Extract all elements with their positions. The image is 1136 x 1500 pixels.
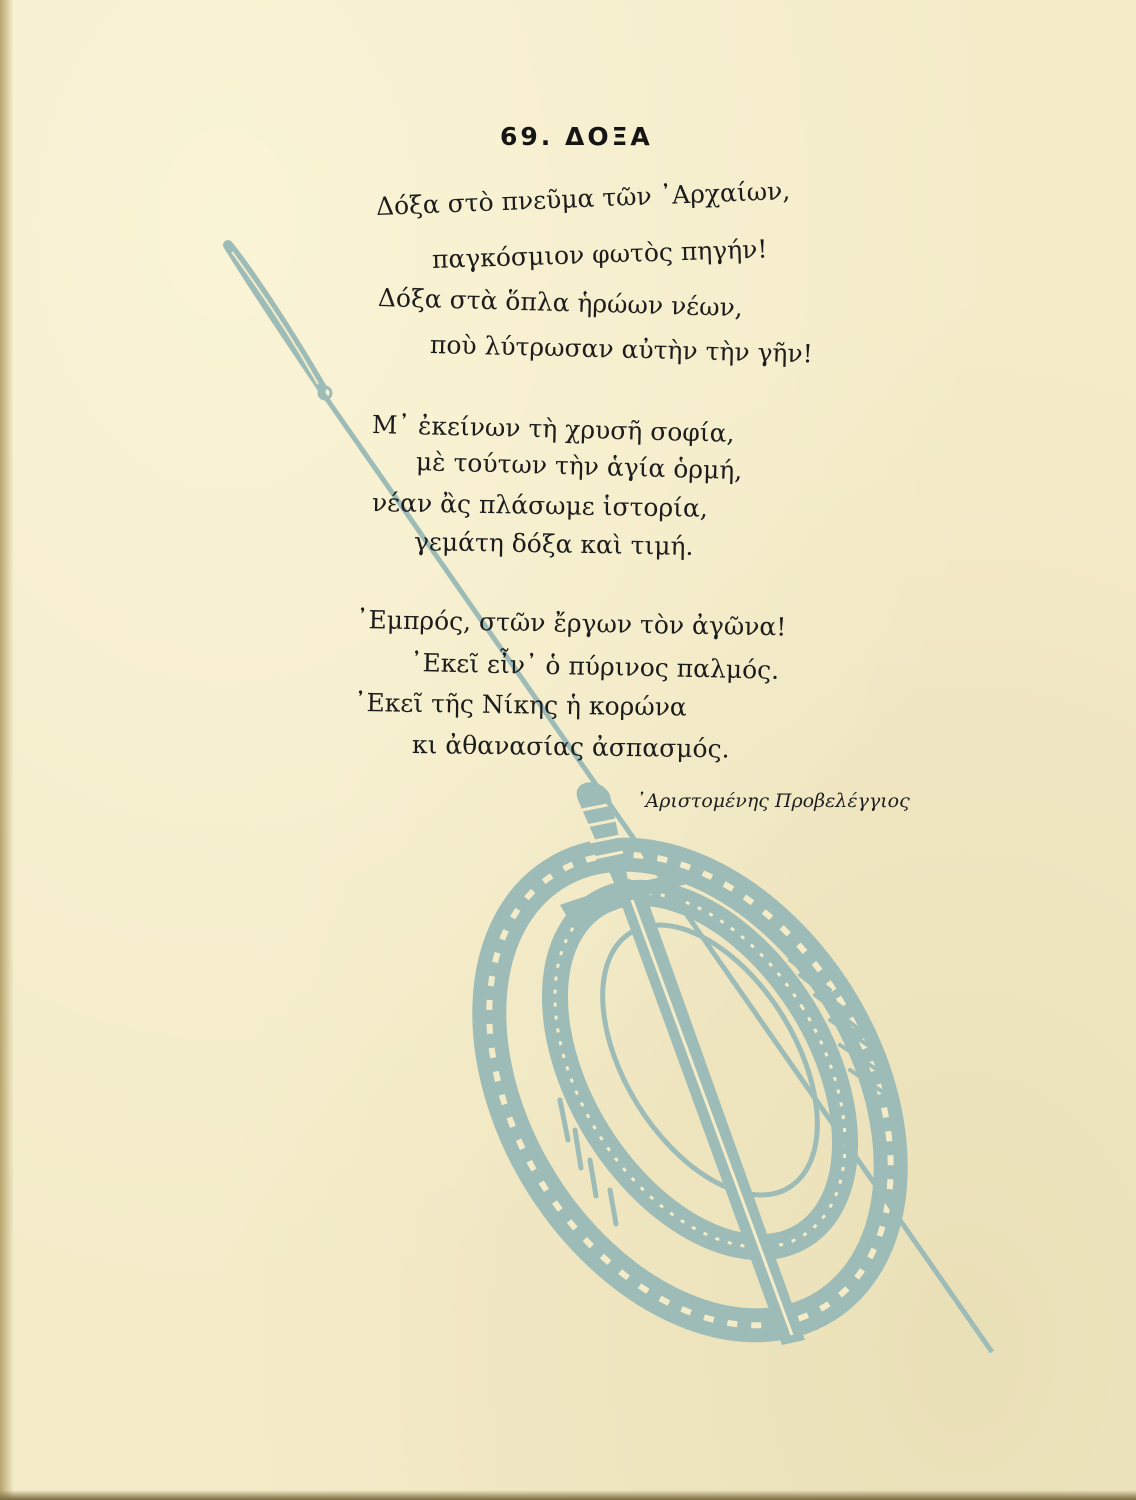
poem-line: ᾿Εμπρός, στῶν ἔργων τὸν ἀγῶνα!: [355, 605, 787, 642]
poem-line: κι ἀθανασίας ἀσπασμός.: [411, 730, 730, 764]
poem-line: γεμάτη δόξα καὶ τιμή.: [413, 527, 694, 561]
poem-line: ποὺ λύτρωσαν αὐτὴν τὴν γῆν!: [429, 330, 814, 369]
poem-line: ᾿Εκεῖ τῆς Νίκης ἡ κορώνα: [353, 688, 687, 722]
poem-line: νέαν ἂς πλάσωμε ἱστορία,: [371, 488, 709, 523]
author-signature: ᾿Αριστομένης Προβελέγγιος: [636, 790, 910, 812]
poem-line: ᾿Εκεῖ εἶν᾿ ὁ πύρινος παλμός.: [409, 648, 780, 685]
poem-line: Δόξα στὸ πνεῦμα τῶν ᾿Αρχαίων,: [375, 176, 791, 221]
poem-line: Δόξα στὰ ὅπλα ἡρώων νέων,: [377, 283, 744, 323]
poem-line: Μ᾿ ἐκείνων τὴ χρυσῆ σοφία,: [371, 410, 735, 448]
poem-line: παγκόσμιον φωτὸς πηγήν!: [431, 234, 768, 274]
poem-line: μὲ τούτων τὴν ἁγία ὁρμή,: [415, 447, 743, 486]
poem-title: 69. ΔΟΞΑ: [500, 122, 653, 151]
